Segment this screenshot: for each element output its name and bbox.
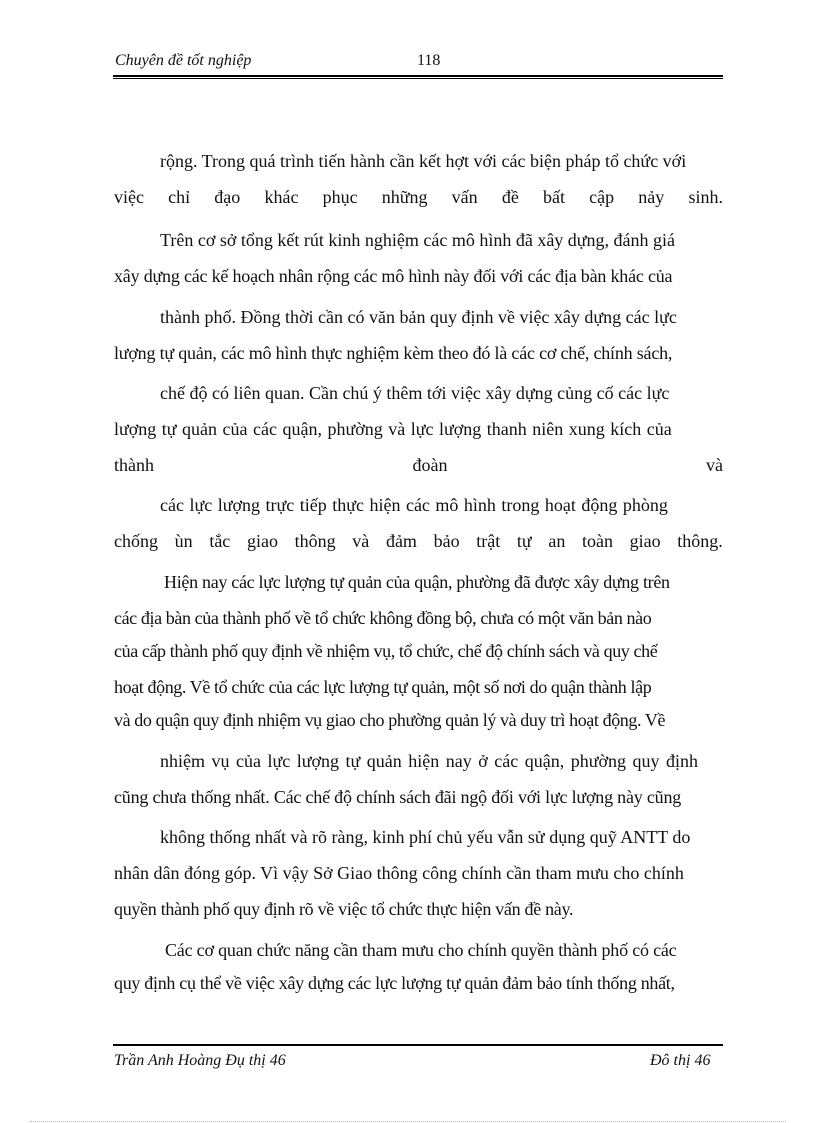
word: đảm (385, 531, 417, 551)
body-line-14: của cấp thành phố quy định về nhiệm vụ, tổ chức, chế độ chính sách và quy chế (114, 641, 658, 661)
word: ùn (174, 531, 193, 551)
body-line-21: quyền thành phố quy định rõ về việc tổ chức thực hiện vấn đề này. (114, 899, 574, 919)
word: giao (246, 531, 278, 551)
body-line-22: Các cơ quan chức năng cần tham mưu cho chính quyền thành phố có các (165, 940, 677, 960)
header-title: Chuyên đề tốt nghiệp (115, 52, 252, 69)
word: cập (589, 187, 615, 207)
word: sinh. (688, 187, 723, 207)
word: tắc (209, 531, 231, 551)
body-line-15: hoạt động. Về tổ chức của các lực lượng tự quản, một số nơi do quận thành lập (114, 677, 652, 697)
word: thành (114, 455, 154, 475)
word: toàn (581, 531, 613, 551)
body-line-2 (114, 186, 723, 208)
body-line-13: các địa bàn của thành phố về tổ chức không đồng bộ, chưa có một văn bản nào (114, 608, 652, 628)
word: và (352, 531, 370, 551)
header-divider (113, 75, 723, 79)
word: việc (114, 187, 144, 207)
word: đoàn (412, 455, 448, 475)
word: tự (516, 531, 532, 551)
word: thông (294, 531, 336, 551)
footer-author: Trần Anh Hoàng Đụ thị 46 (114, 1052, 286, 1069)
word: phục (322, 187, 358, 207)
body-line-6: lượng tự quản, các mô hình thực nghiệm kèm theo đó là các cơ chế, chính sách, (114, 343, 673, 363)
word: an (548, 531, 566, 551)
word: thông. (677, 531, 723, 551)
word: và (706, 455, 723, 475)
word: khác (264, 187, 299, 207)
body-line-20: nhân dân đóng góp. Vì vậy Sở Giao thông công chính cần tham mưu cho chính (114, 863, 684, 883)
body-line-1: rộng. Trong quá trình tiến hành cần kết hợt với các biện pháp tổ chức với (160, 151, 687, 171)
word: bất (542, 187, 565, 207)
body-line-5: thành phố. Đồng thời cần có văn bản quy định về việc xây dựng các lực (160, 307, 677, 327)
word: nảy (638, 187, 665, 207)
body-line-12: Hiện nay các lực lượng tự quản của quận, phường đã được xây dựng trên (164, 572, 670, 592)
body-line-9 (114, 454, 723, 476)
body-line-8: lượng tự quản của các quận, phường và lực lượng thanh niên xung kích của (114, 419, 672, 439)
word: chỉ (168, 187, 191, 207)
page-bottom-dotted-edge (30, 1121, 786, 1122)
word: bảo (433, 531, 460, 551)
word: đạo (214, 187, 241, 207)
body-line-3: Trên cơ sở tổng kết rút kinh nghiệm các mô hình đã xây dựng, đánh giá (160, 230, 676, 250)
word: đề (501, 187, 519, 207)
body-line-7: chế độ có liên quan. Cần chú ý thêm tới việc xây dựng củng cố các lực (160, 383, 670, 403)
footer-label: Đô thị 46 (650, 1052, 711, 1069)
body-line-4: xây dựng các kế hoạch nhân rộng các mô hình này đối với các địa bàn khác của (114, 266, 673, 286)
page-header (113, 50, 723, 74)
word: chống (114, 531, 158, 551)
word: vấn (451, 187, 478, 207)
body-line-11 (114, 530, 723, 552)
body-line-19: không thống nhất và rõ ràng, kinh phí chủ yếu vẫn sử dụng quỹ ANTT do (160, 827, 691, 847)
page-number: 118 (417, 52, 441, 69)
body-line-10: các lực lượng trực tiếp thực hiện các mô hình trong hoạt động phòng (160, 495, 668, 515)
body-line-16: và do quận quy định nhiệm vụ giao cho phường quản lý và duy trì hoạt động. Về (114, 710, 666, 730)
body-line-17: nhiệm vụ của lực lượng tự quản hiện nay ở các quận, phường quy định (160, 751, 698, 771)
word: những (381, 187, 428, 207)
body-line-18: cũng chưa thống nhất. Các chế độ chính sách đãi ngộ đối với lực lượng này cũng (114, 787, 682, 807)
footer-divider (113, 1044, 723, 1046)
body-line-23: quy định cụ thể về việc xây dựng các lực lượng tự quản đảm bảo tính thống nhất, (114, 973, 675, 993)
word: giao (629, 531, 661, 551)
word: trật (476, 531, 501, 551)
